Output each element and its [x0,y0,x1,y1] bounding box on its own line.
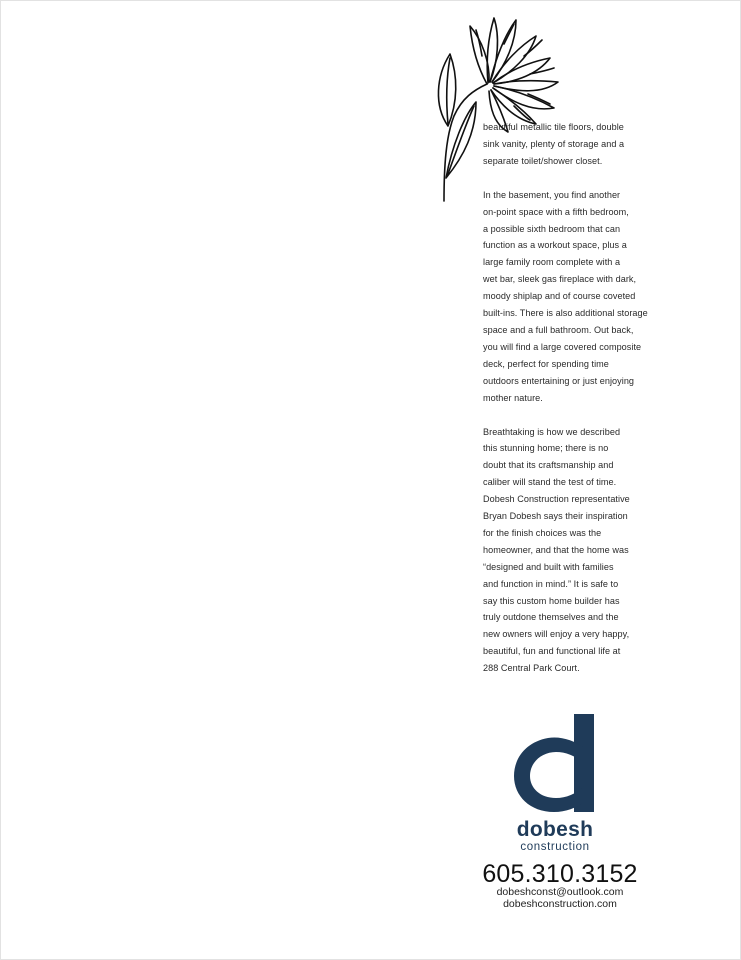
brand-subtitle: construction [520,841,590,853]
article-paragraph: In the basement, you find another on-point space with a fifth bedroom, a possible sixth bedroom that can function as a workout space, plus a large family room complete with a wet bar, sleek gas fireplace with dark, moody shiplap and of course coveted built-ins. There is also additional storage space and a full bathroom. Out back, you will find a large covered composite deck, perfect for spending time outdoors entertaining or just enjoying mother nature. [483,189,648,403]
website-url[interactable]: dobeshconstruction.com [503,898,617,910]
article-paragraph: Breathtaking is how we described this stunning home; there is no doubt that its craftsmanship and caliber will stand the test of time. Dobesh Construction representative Bryan Dobesh says their inspiration for the finish choices was the homeowner, and that the home was “designed and built with families and function in mind.” It is safe to say this custom home builder has truly outdone themselves and the new owners will enjoy a very happy, beautiful, fun and functional life at 288 Central Park Court. [483,426,630,674]
article-paragraph: beautiful metallic tile floors, double sink vanity, plenty of storage and a separate toilet/shower closet. [483,122,625,166]
phone-number[interactable]: 605.310.3152 [482,860,638,888]
article-body [483,119,673,694]
email-address[interactable]: dobeshconst@outlook.com [496,886,624,898]
dobesh-d-logo-icon [508,712,600,816]
brand-name: dobesh [516,818,594,841]
